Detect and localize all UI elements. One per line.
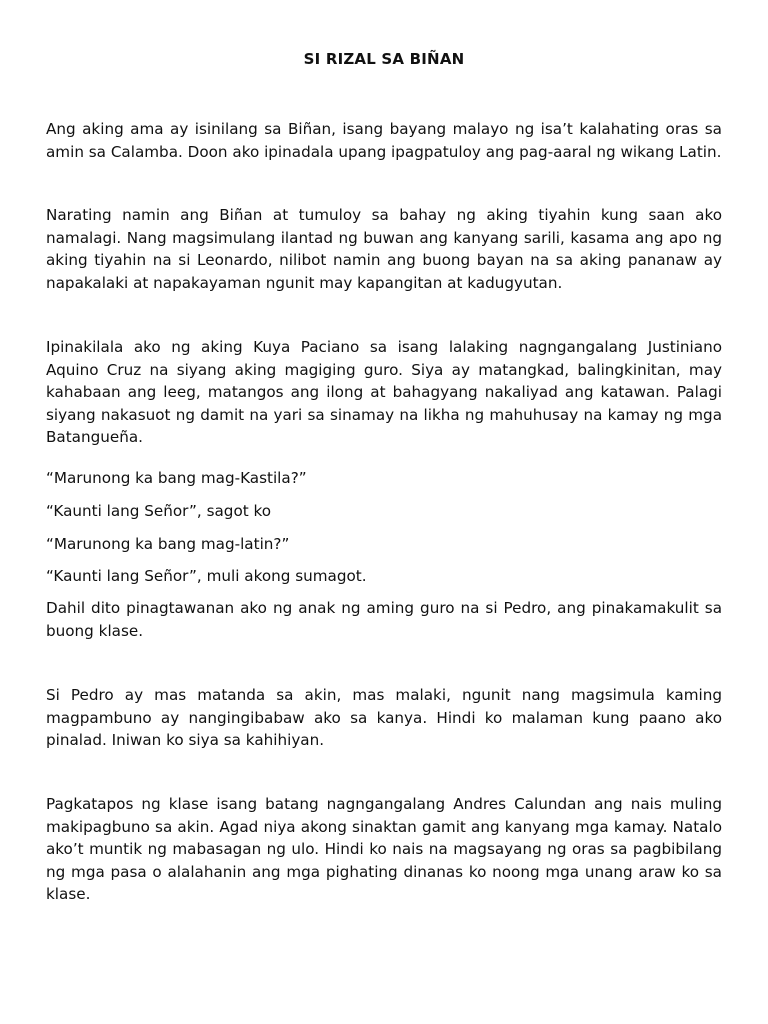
paragraph-2: Narating namin ang Biñan at tumuloy sa bahay ng aking tiyahin kung saan ako namalagi. Nang magsimulang ilantad ng buwan ang kanyang sarili, kasama ang apo ng aking tiyahin na si Leonardo, nilibot namin ang buong bayan na sa aking pananaw ay napakalaki at napakayaman ngunit may kapangitan at kadugyutan. bbox=[46, 206, 722, 292]
paragraph-6: Pagkatapos ng klase isang batang nagngangalang Andres Calundan ang nais muling makipagbuno sa akin. Agad niya akong sinaktan gamit ang kanyang mga kamay. Natalo ako’t muntik ng mabasagan ng ulo. Hindi ko nais na magsayang ng oras sa pagbibilang ng mga pasa o alalahanin ang mga pighating dinanas ko noong mga unang araw ko sa klase. bbox=[46, 795, 722, 903]
dialogue-line-2: “Kaunti lang Señor”, sagot ko bbox=[46, 502, 272, 520]
paragraph-3: Ipinakilala ako ng aking Kuya Paciano sa isang lalaking nagngangalang Justiniano Aquino Cruz na siyang aking magiging guro. Siya ay matangkad, balingkinitan, may kahabaan ang leeg, matangos ang ilong at bahagyang nakaliyad ang katawan. Palagi siyang nakasuot ng damit na yari sa sinamay na likha ng mahuhusay na kamay ng mga Batangueña. bbox=[46, 338, 722, 446]
dialogue-line-1: “Marunong ka bang mag-Kastila?” bbox=[46, 469, 307, 487]
paragraph-5: Si Pedro ay mas matanda sa akin, mas malaki, ngunit nang magsimula kaming magpambuno ay nangingibabaw ako sa kanya. Hindi ko malaman kung paano ako pinalad. Iniwan ko siya sa kahihiyan. bbox=[46, 686, 722, 749]
dialogue-line-4: “Kaunti lang Señor”, muli akong sumagot. bbox=[46, 567, 367, 585]
page-title: SI RIZAL SA BIÑAN bbox=[303, 50, 465, 68]
paragraph-1: Ang aking ama ay isinilang sa Biñan, isang bayang malayo ng isa’t kalahating oras sa amin sa Calamba. Doon ako ipinadala upang ipagpatuloy ang pag-aaral ng wikang Latin. bbox=[46, 120, 722, 161]
dialogue-line-3: “Marunong ka bang mag-latin?” bbox=[46, 535, 290, 553]
paragraph-4: Dahil dito pinagtawanan ako ng anak ng aming guro na si Pedro, ang pinakamakulit sa buong klase. bbox=[46, 599, 722, 640]
